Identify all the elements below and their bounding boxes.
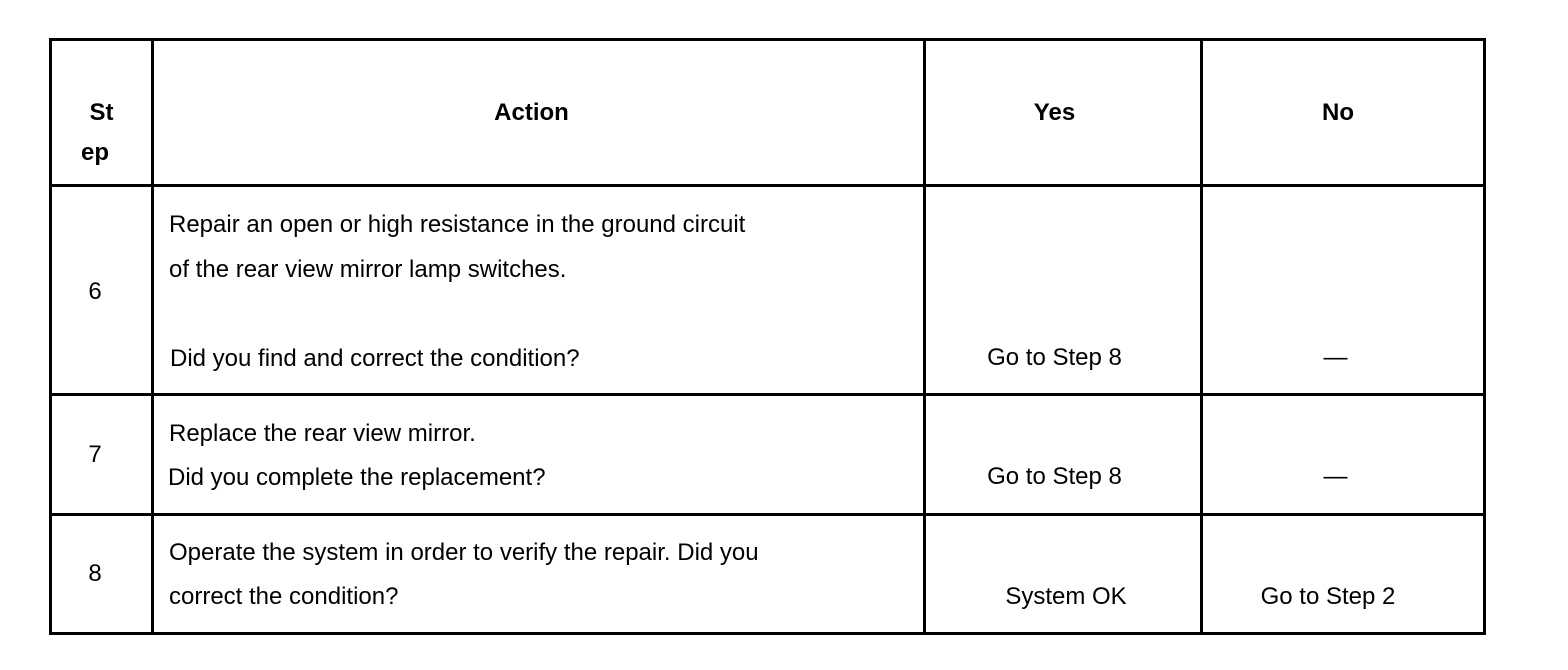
header-step-line2: ep	[80, 139, 109, 166]
yes-result: System OK	[1005, 583, 1127, 610]
diagnostic-table	[49, 38, 1486, 635]
table-border-top	[49, 38, 1486, 41]
table-border-bottom	[49, 632, 1486, 635]
no-result: —	[1323, 463, 1348, 490]
row-divider	[49, 393, 1486, 396]
header-no: No	[1322, 99, 1354, 126]
action-text: Replace the rear view mirror.	[169, 420, 476, 447]
column-divider	[923, 38, 926, 635]
no-result: Go to Step 2	[1260, 583, 1396, 610]
row-divider	[49, 513, 1486, 516]
yes-result: Go to Step 8	[987, 344, 1122, 371]
action-text: Operate the system in order to verify the repair. Did you	[169, 539, 759, 566]
column-divider	[151, 38, 154, 635]
table-border-left	[49, 38, 52, 635]
yes-result: Go to Step 8	[987, 463, 1122, 490]
step-number: 7	[88, 441, 102, 468]
step-number: 6	[88, 278, 102, 305]
no-result: —	[1323, 344, 1348, 371]
action-question: Did you complete the replacement?	[168, 464, 546, 491]
step-number: 8	[88, 560, 102, 587]
column-divider	[1200, 38, 1203, 635]
header-row-divider	[49, 184, 1486, 187]
header-action: Action	[494, 99, 569, 126]
table-border-right	[1483, 38, 1486, 635]
header-step-line1: St	[89, 99, 114, 126]
action-text: of the rear view mirror lamp switches.	[169, 256, 567, 283]
action-question: correct the condition?	[169, 583, 399, 610]
action-text: Repair an open or high resistance in the ground circuit	[169, 211, 746, 238]
header-yes: Yes	[1033, 99, 1076, 126]
action-question: Did you find and correct the condition?	[170, 345, 580, 372]
